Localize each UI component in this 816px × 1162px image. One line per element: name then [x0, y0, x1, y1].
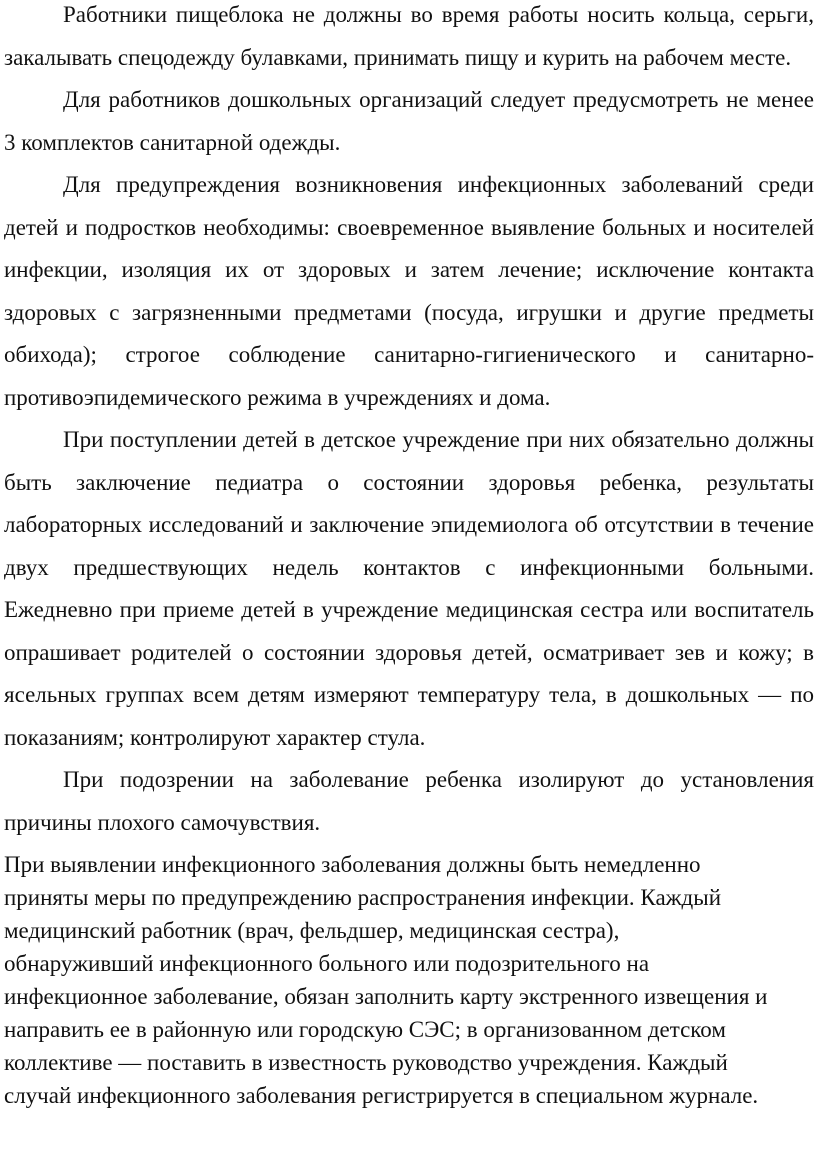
- paragraph-infection-prevention: Для предупреждения возникновения инфекционных заболеваний среди детей и подростков необходимы: своевременное выявление больных и носителей инфекции, изоляция их от здоровых и затем лечение; исключение контакта здоровых с загрязненными предметами (посуда, игрушки и другие предметы обихода); строгое соблюдение санитарно-гигиенического и санитарно-противоэпидемического режима в учреждениях и дома.: [4, 172, 814, 410]
- text-line: приняты меры по предупреждению распространения инфекции. Каждый: [4, 885, 722, 910]
- text-line: случай инфекционного заболевания регистрируется в специальном журнале.: [4, 1083, 759, 1108]
- paragraph-admission-requirements: При поступлении детей в детское учреждение при них обязательно должны быть заключение педиатра о состоянии здоровья ребенка, результаты лабораторных исследований и заключение эпидемиолога об отсутствии в течение двух предшествующих недель контактов с инфекционными больными. Ежедневно при приеме детей в учреждение медицинская сестра или воспитатель опрашивает родителей о состоянии здоровья детей, осматривает зев и кожу; в ясельных группах всем детям измеряют температуру тела, в дошкольных — по показаниям; контролируют характер стула.: [4, 427, 814, 750]
- paragraph-sanitary-clothing: Для работников дошкольных организаций следует предусмотреть не менее 3 комплектов санитарной одежды.: [4, 87, 814, 155]
- text-line: При выявлении инфекционного заболевания должны быть немедленно: [4, 852, 701, 877]
- paragraph-infection-reporting: [4, 848, 814, 1112]
- paragraph-kitchen-staff-rules: Работники пищеблока не должны во время работы носить кольца, серьги, закалывать спецодежду булавками, принимать пищу и курить на рабочем месте.: [4, 2, 814, 70]
- paragraph-suspected-illness: При подозрении на заболевание ребенка изолируют до установления причины плохого самочувствия.: [4, 767, 814, 835]
- text-line: инфекционное заболевание, обязан заполнить карту экстренного извещения и: [4, 984, 768, 1009]
- text-line: обнаруживший инфекционного больного или подозрительного на: [4, 951, 650, 976]
- text-line: направить ее в районную или городскую СЭС; в организованном детском: [4, 1017, 726, 1042]
- text-line: медицинский работник (врач, фельдшер, медицинская сестра),: [4, 918, 620, 943]
- text-line: коллективе — поставить в известность руководство учреждения. Каждый: [4, 1050, 728, 1075]
